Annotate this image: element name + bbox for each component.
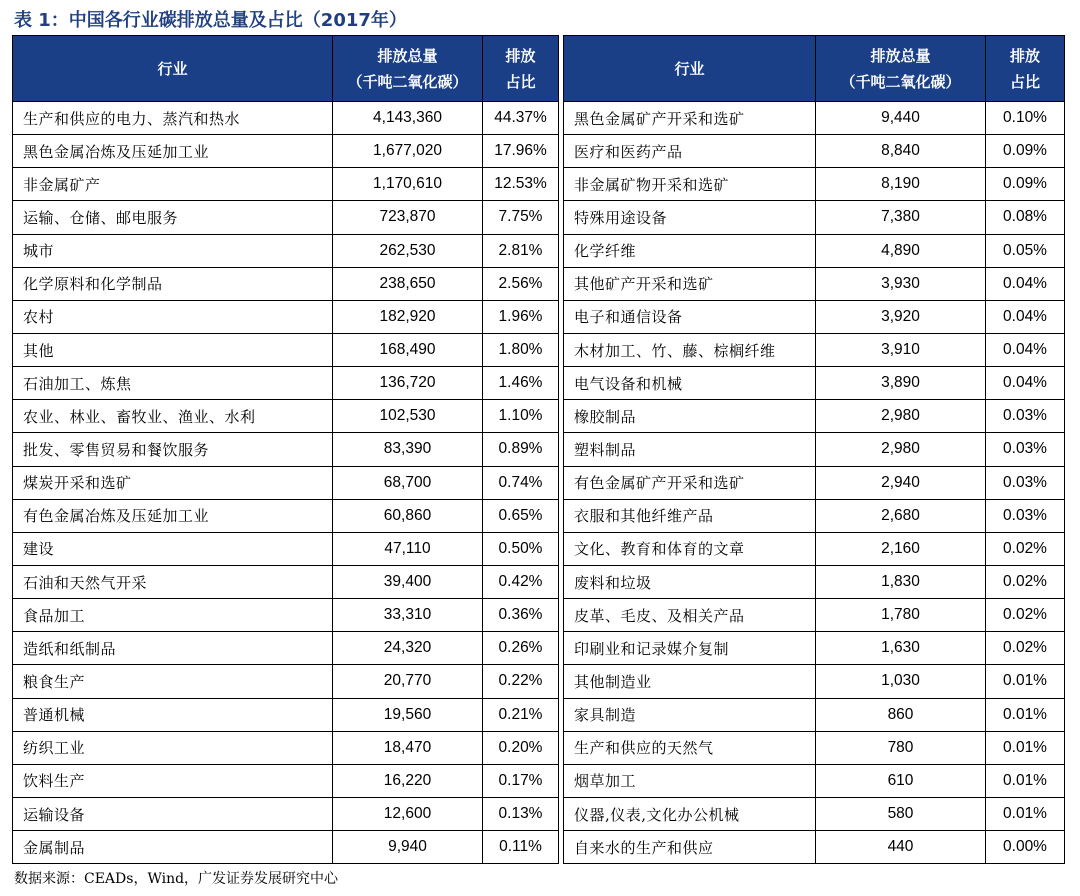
emission-cell: 723,870	[333, 201, 483, 234]
share-cell: 2.81%	[483, 234, 559, 267]
table-row	[13, 300, 559, 333]
share-cell: 1.46%	[483, 367, 559, 400]
share-cell: 44.37%	[483, 102, 559, 135]
industry-cell: 特殊用途设备	[564, 201, 816, 234]
table-row	[13, 731, 559, 764]
table-row	[564, 532, 1065, 565]
table-row	[13, 333, 559, 366]
share-cell: 0.00%	[986, 831, 1065, 864]
table-header-row	[13, 36, 559, 102]
share-cell: 0.26%	[483, 632, 559, 665]
table-row	[564, 698, 1065, 731]
emission-cell: 262,530	[333, 234, 483, 267]
emission-cell: 4,890	[816, 234, 986, 267]
industry-cell: 生产和供应的天然气	[564, 731, 816, 764]
share-cell: 0.02%	[986, 632, 1065, 665]
table-body-left	[13, 102, 559, 864]
emission-cell: 168,490	[333, 333, 483, 366]
emission-cell: 102,530	[333, 400, 483, 433]
emission-cell: 1,030	[816, 665, 986, 698]
industry-cell: 批发、零售贸易和餐饮服务	[13, 433, 333, 466]
data-source-note: 数据来源：CEADs，Wind，广发证券发展研究中心	[14, 871, 339, 887]
share-cell: 0.02%	[986, 532, 1065, 565]
share-cell: 0.01%	[986, 764, 1065, 797]
industry-cell: 衣服和其他纤维产品	[564, 499, 816, 532]
header-emission-line1: 排放总量	[377, 46, 438, 65]
share-cell: 2.56%	[483, 267, 559, 300]
table-row	[564, 400, 1065, 433]
header-share-line1: 排放	[1009, 46, 1040, 65]
emission-cell: 1,780	[816, 599, 986, 632]
industry-cell: 黑色金属矿产开采和选矿	[564, 102, 816, 135]
emission-cell: 19,560	[333, 698, 483, 731]
share-cell: 0.01%	[986, 731, 1065, 764]
emission-cell: 610	[816, 764, 986, 797]
industry-cell: 家具制造	[564, 698, 816, 731]
emission-cell: 2,940	[816, 466, 986, 499]
industry-cell: 化学原料和化学制品	[13, 267, 333, 300]
industry-cell: 非金属矿产	[13, 168, 333, 201]
emission-cell: 1,170,610	[333, 168, 483, 201]
table-row	[13, 102, 559, 135]
table-row	[564, 764, 1065, 797]
industry-cell: 粮食生产	[13, 665, 333, 698]
industry-cell: 皮革、毛皮、及相关产品	[564, 599, 816, 632]
share-cell: 0.13%	[483, 797, 559, 830]
table-row	[13, 135, 559, 168]
table-row	[13, 499, 559, 532]
table-row	[13, 433, 559, 466]
header-share	[483, 36, 559, 102]
share-cell: 0.09%	[986, 135, 1065, 168]
table-row	[564, 565, 1065, 598]
share-cell: 0.17%	[483, 764, 559, 797]
share-cell: 0.04%	[986, 333, 1065, 366]
emission-cell: 440	[816, 831, 986, 864]
header-share-line2: 占比	[505, 72, 536, 91]
industry-cell: 橡胶制品	[564, 400, 816, 433]
table-row	[564, 499, 1065, 532]
table-row	[564, 831, 1065, 864]
emission-cell: 3,910	[816, 333, 986, 366]
emission-cell: 2,160	[816, 532, 986, 565]
table-body-right	[564, 102, 1065, 864]
header-emission	[816, 36, 986, 102]
table-row	[564, 599, 1065, 632]
emission-cell: 182,920	[333, 300, 483, 333]
industry-cell: 自来水的生产和供应	[564, 831, 816, 864]
header-emission-line2: （千吨二氧化碳）	[840, 72, 961, 91]
table-row	[564, 234, 1065, 267]
emission-cell: 8,840	[816, 135, 986, 168]
industry-cell: 文化、教育和体育的文章	[564, 532, 816, 565]
emission-cell: 47,110	[333, 532, 483, 565]
emission-cell: 780	[816, 731, 986, 764]
share-cell: 0.89%	[483, 433, 559, 466]
emission-cell: 12,600	[333, 797, 483, 830]
share-cell: 0.02%	[986, 565, 1065, 598]
header-emission	[333, 36, 483, 102]
industry-cell: 煤炭开采和选矿	[13, 466, 333, 499]
share-cell: 0.01%	[986, 797, 1065, 830]
industry-cell: 食品加工	[13, 599, 333, 632]
share-cell: 1.10%	[483, 400, 559, 433]
industry-cell: 电气设备和机械	[564, 367, 816, 400]
share-cell: 0.03%	[986, 466, 1065, 499]
emission-cell: 4,143,360	[333, 102, 483, 135]
industry-cell: 有色金属矿产开采和选矿	[564, 466, 816, 499]
emission-cell: 60,860	[333, 499, 483, 532]
industry-cell: 化学纤维	[564, 234, 816, 267]
industry-cell: 其他矿产开采和选矿	[564, 267, 816, 300]
industry-cell: 烟草加工	[564, 764, 816, 797]
industry-cell: 电子和通信设备	[564, 300, 816, 333]
emission-cell: 136,720	[333, 367, 483, 400]
industry-cell: 建设	[13, 532, 333, 565]
emission-cell: 2,680	[816, 499, 986, 532]
emission-cell: 9,940	[333, 831, 483, 864]
share-cell: 0.03%	[986, 433, 1065, 466]
header-industry: 行业	[564, 36, 816, 102]
share-cell: 0.21%	[483, 698, 559, 731]
emission-cell: 580	[816, 797, 986, 830]
share-cell: 12.53%	[483, 168, 559, 201]
share-cell: 1.80%	[483, 333, 559, 366]
industry-cell: 金属制品	[13, 831, 333, 864]
industry-cell: 农村	[13, 300, 333, 333]
share-cell: 1.96%	[483, 300, 559, 333]
table-row	[564, 797, 1065, 830]
industry-cell: 塑料制品	[564, 433, 816, 466]
emission-cell: 8,190	[816, 168, 986, 201]
table-row	[13, 599, 559, 632]
emission-cell: 33,310	[333, 599, 483, 632]
table-row	[564, 267, 1065, 300]
table-row	[564, 632, 1065, 665]
industry-cell: 木材加工、竹、藤、棕榈纤维	[564, 333, 816, 366]
table-row	[13, 466, 559, 499]
emission-cell: 20,770	[333, 665, 483, 698]
share-cell: 0.04%	[986, 267, 1065, 300]
emission-cell: 24,320	[333, 632, 483, 665]
share-cell: 0.10%	[986, 102, 1065, 135]
industry-cell: 生产和供应的电力、蒸汽和热水	[13, 102, 333, 135]
header-industry: 行业	[13, 36, 333, 102]
share-cell: 0.01%	[986, 698, 1065, 731]
share-cell: 0.04%	[986, 367, 1065, 400]
share-cell: 17.96%	[483, 135, 559, 168]
emission-cell: 3,920	[816, 300, 986, 333]
share-cell: 0.03%	[986, 499, 1065, 532]
industry-cell: 有色金属冶炼及压延加工业	[13, 499, 333, 532]
table-row	[13, 565, 559, 598]
industry-cell: 城市	[13, 234, 333, 267]
table-header-row	[564, 36, 1065, 102]
emission-cell: 2,980	[816, 433, 986, 466]
industry-cell: 其他制造业	[564, 665, 816, 698]
table-row	[13, 168, 559, 201]
emission-cell: 18,470	[333, 731, 483, 764]
share-cell: 0.50%	[483, 532, 559, 565]
table-row	[13, 367, 559, 400]
share-cell: 0.01%	[986, 665, 1065, 698]
industry-cell: 纺织工业	[13, 731, 333, 764]
table-row	[564, 201, 1065, 234]
emission-cell: 16,220	[333, 764, 483, 797]
emission-cell: 3,930	[816, 267, 986, 300]
industry-cell: 饮料生产	[13, 764, 333, 797]
industry-cell: 农业、林业、畜牧业、渔业、水利	[13, 400, 333, 433]
table-row	[13, 267, 559, 300]
industry-cell: 仪器,仪表,文化办公机械	[564, 797, 816, 830]
share-cell: 0.42%	[483, 565, 559, 598]
emissions-table-right	[563, 35, 1065, 864]
share-cell: 0.22%	[483, 665, 559, 698]
industry-cell: 印刷业和记录媒介复制	[564, 632, 816, 665]
emission-cell: 1,830	[816, 565, 986, 598]
share-cell: 0.65%	[483, 499, 559, 532]
share-cell: 0.03%	[986, 400, 1065, 433]
emission-cell: 238,650	[333, 267, 483, 300]
emission-cell: 1,630	[816, 632, 986, 665]
table-row	[564, 333, 1065, 366]
emission-cell: 83,390	[333, 433, 483, 466]
industry-cell: 废料和垃圾	[564, 565, 816, 598]
emission-cell: 39,400	[333, 565, 483, 598]
table-row	[13, 764, 559, 797]
industry-cell: 黑色金属冶炼及压延加工业	[13, 135, 333, 168]
table-row	[13, 831, 559, 864]
share-cell: 0.02%	[986, 599, 1065, 632]
share-cell: 0.08%	[986, 201, 1065, 234]
table-row	[564, 102, 1065, 135]
industry-cell: 医疗和医药产品	[564, 135, 816, 168]
industry-cell: 造纸和纸制品	[13, 632, 333, 665]
share-cell: 0.20%	[483, 731, 559, 764]
emission-cell: 1,677,020	[333, 135, 483, 168]
header-emission-line2: （千吨二氧化碳）	[347, 72, 468, 91]
share-cell: 7.75%	[483, 201, 559, 234]
table-row	[13, 234, 559, 267]
emission-cell: 68,700	[333, 466, 483, 499]
table-row	[564, 433, 1065, 466]
industry-cell: 其他	[13, 333, 333, 366]
industry-cell: 非金属矿物开采和选矿	[564, 168, 816, 201]
header-share-line2: 占比	[1009, 72, 1040, 91]
table-row	[564, 300, 1065, 333]
table-row	[564, 135, 1065, 168]
share-cell: 0.09%	[986, 168, 1065, 201]
table-row	[564, 731, 1065, 764]
share-cell: 0.04%	[986, 300, 1065, 333]
emission-cell: 3,890	[816, 367, 986, 400]
table-row	[564, 367, 1065, 400]
header-emission-line1: 排放总量	[870, 46, 931, 65]
table-row	[13, 532, 559, 565]
table-row	[13, 665, 559, 698]
emission-cell: 9,440	[816, 102, 986, 135]
industry-cell: 石油加工、炼焦	[13, 367, 333, 400]
table-row	[13, 400, 559, 433]
share-cell: 0.05%	[986, 234, 1065, 267]
emission-cell: 860	[816, 698, 986, 731]
table-row	[13, 797, 559, 830]
emissions-table-left	[12, 35, 559, 864]
table-row	[564, 168, 1065, 201]
share-cell: 0.11%	[483, 831, 559, 864]
share-cell: 0.74%	[483, 466, 559, 499]
header-share-line1: 排放	[505, 46, 536, 65]
table-row	[564, 466, 1065, 499]
emission-cell: 7,380	[816, 201, 986, 234]
table-row	[13, 201, 559, 234]
table-row	[13, 632, 559, 665]
share-cell: 0.36%	[483, 599, 559, 632]
emission-cell: 2,980	[816, 400, 986, 433]
industry-cell: 石油和天然气开采	[13, 565, 333, 598]
header-share	[986, 36, 1065, 102]
table-row	[564, 665, 1065, 698]
table-row	[13, 698, 559, 731]
industry-cell: 运输设备	[13, 797, 333, 830]
industry-cell: 普通机械	[13, 698, 333, 731]
industry-cell: 运输、仓储、邮电服务	[13, 201, 333, 234]
table-caption: 表 1：中国各行业碳排放总量及占比（2017年）	[14, 10, 407, 31]
